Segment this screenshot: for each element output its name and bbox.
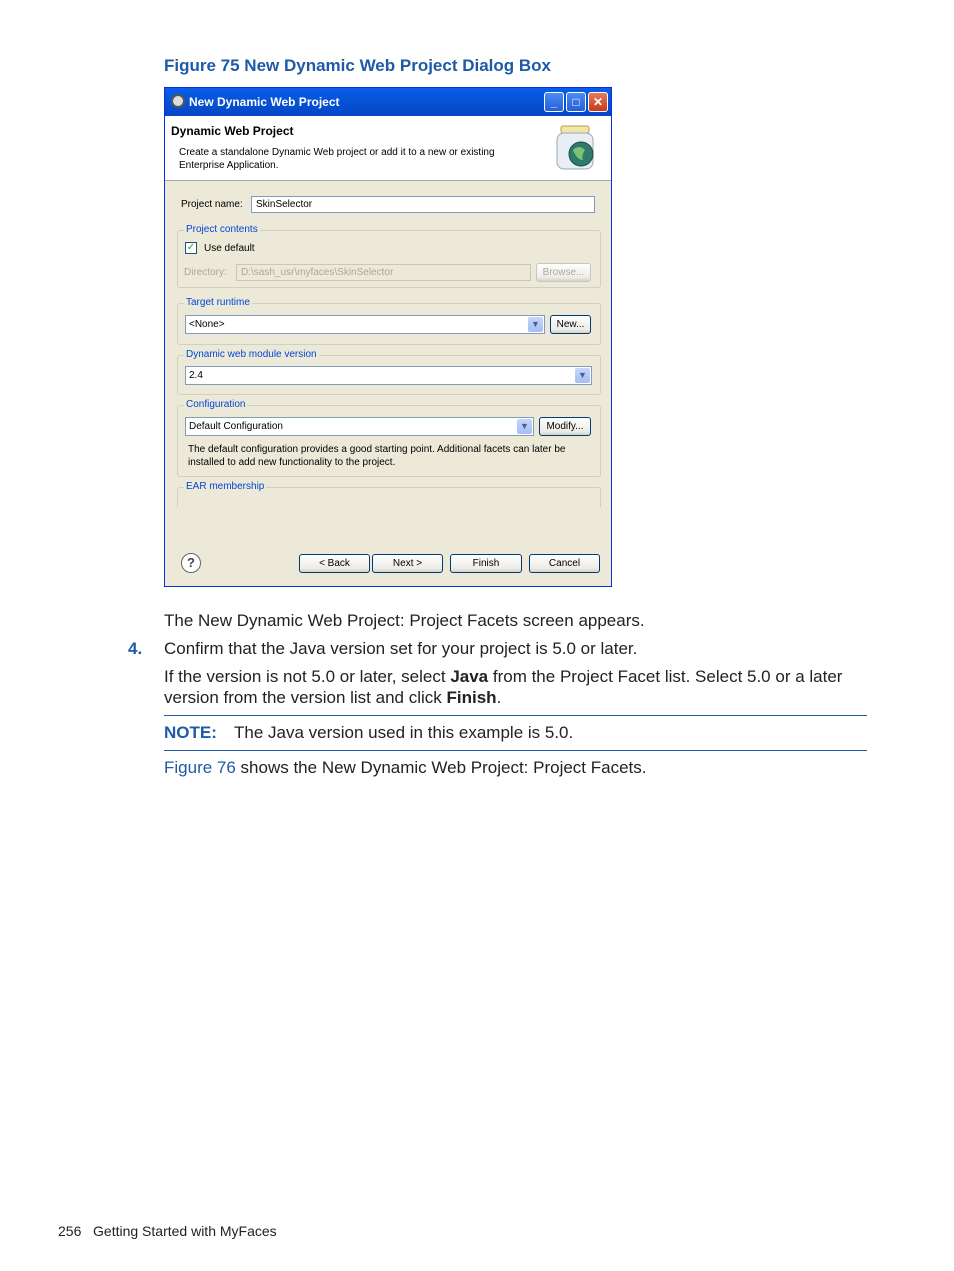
wizard-page-description: Create a standalone Dynamic Web project or add it to a new or existing Enterprise Application. xyxy=(179,147,495,171)
figure-caption: Figure 75 New Dynamic Web Project Dialog Box xyxy=(164,56,552,75)
close-button[interactable]: ✕ xyxy=(588,92,608,112)
p2-text-c: from the Project Facet list. Select 5.0 or a later xyxy=(488,667,843,686)
page-number: 256 xyxy=(58,1223,82,1239)
next-button[interactable]: Next > xyxy=(372,554,443,573)
note-bottom-rule xyxy=(164,750,867,751)
project-contents-label: Project contents xyxy=(186,224,258,235)
paragraph-screen-appears: The New Dynamic Web Project: Project Facets screen appears. xyxy=(164,611,645,630)
dialog-title: New Dynamic Web Project xyxy=(189,95,340,109)
modify-button[interactable]: Modify... xyxy=(539,417,591,436)
dialog-window xyxy=(164,87,612,587)
target-runtime-label: Target runtime xyxy=(186,297,250,308)
note-top-rule xyxy=(164,715,867,716)
directory-label: Directory: xyxy=(184,267,227,278)
finish-bold: Finish xyxy=(446,688,497,707)
note-label: NOTE: xyxy=(164,723,217,742)
page-footer xyxy=(58,1223,277,1239)
chapter-title: Getting Started with MyFaces xyxy=(93,1223,277,1239)
java-bold: Java xyxy=(450,667,489,686)
module-version-value: 2.4 xyxy=(189,370,203,381)
new-runtime-button[interactable]: New... xyxy=(550,315,591,334)
wizard-page-title: Dynamic Web Project xyxy=(171,124,294,138)
configuration-label: Configuration xyxy=(186,399,246,410)
step-number: 4. xyxy=(128,639,143,658)
title-bar[interactable] xyxy=(165,88,611,116)
p2-text-f: . xyxy=(496,688,502,707)
paragraph-figure-reference xyxy=(164,758,647,778)
help-icon[interactable]: ? xyxy=(181,553,201,573)
project-name-label: Project name: xyxy=(181,199,243,210)
project-name-input[interactable]: SkinSelector xyxy=(251,196,595,213)
minimize-button[interactable]: _ xyxy=(544,92,564,112)
figure-reference-text: shows the New Dynamic Web Project: Project Facets. xyxy=(235,758,647,777)
back-button[interactable]: < Back xyxy=(299,554,370,573)
browse-button[interactable]: Browse... xyxy=(536,263,591,282)
maximize-button[interactable]: □ xyxy=(566,92,586,112)
chevron-down-icon: ▼ xyxy=(528,317,543,332)
p2-text-d: version from the version list and click xyxy=(164,688,447,707)
chevron-down-icon: ▼ xyxy=(575,368,590,383)
use-default-checkbox[interactable]: ✓ xyxy=(186,242,196,253)
note-text: The Java version used in this example is 5.0. xyxy=(234,723,574,742)
target-runtime-value: <None> xyxy=(189,319,225,330)
paragraph-version-instructions xyxy=(164,666,842,708)
ear-membership-label: EAR membership xyxy=(186,481,265,492)
cancel-button[interactable]: Cancel xyxy=(529,554,600,573)
p2-text-a: If the version is not 5.0 or later, select xyxy=(164,667,451,686)
step-text: Confirm that the Java version set for your project is 5.0 or later. xyxy=(164,639,638,658)
directory-input[interactable]: D:\sash_usr\myfaces\SkinSelector xyxy=(236,264,531,281)
eclipse-gear-icon xyxy=(171,94,185,108)
wizard-header xyxy=(165,116,611,181)
module-version-label: Dynamic web module version xyxy=(186,349,317,360)
use-default-label: Use default xyxy=(204,243,255,254)
finish-button[interactable]: Finish xyxy=(450,554,522,573)
web-project-jar-icon xyxy=(553,124,597,172)
module-version-select[interactable] xyxy=(185,366,592,385)
figure-76-link[interactable]: Figure 76 xyxy=(164,758,236,777)
configuration-description: The default configuration provides a good starting point. Additional facets can later be installed to add new functionality to the project. xyxy=(188,444,566,468)
chevron-down-icon: ▼ xyxy=(517,419,532,434)
configuration-select[interactable] xyxy=(185,417,534,436)
target-runtime-select[interactable] xyxy=(185,315,545,334)
configuration-value: Default Configuration xyxy=(189,421,283,432)
